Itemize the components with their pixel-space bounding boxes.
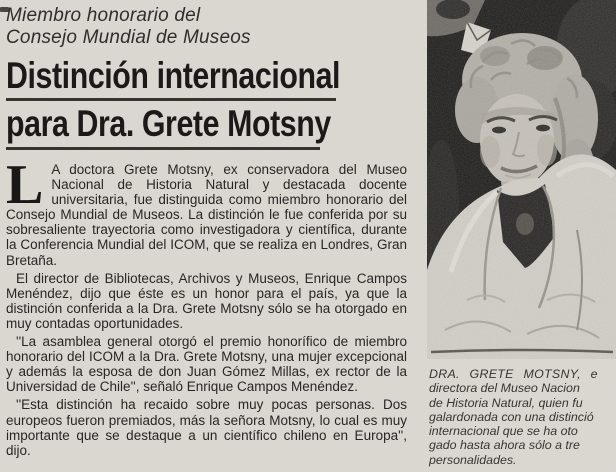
- drop-cap: L: [6, 154, 44, 216]
- headline-line-2: para Dra. Grete Motsny: [6, 103, 331, 144]
- caption-line: personalidades.: [429, 452, 517, 467]
- headline-rule-1: [6, 98, 336, 101]
- caption-line: galardonada con una distinció: [429, 409, 594, 424]
- paragraph-4: ''Esta distinción ha recaido sobre muy pocas personas. Dos europeos fueron premiados, más la señora Motsny, lo cual es muy importante que se destaque a un científico chileno en Europa'', dijo.: [6, 397, 407, 458]
- headline: [6, 56, 407, 150]
- caption-line: de Historia Natural, quien fu: [429, 395, 583, 410]
- headline-rule-2: [6, 147, 320, 150]
- photo-grain: [427, 0, 616, 359]
- caption-line: gado hasta ahora sólo a tre: [429, 438, 580, 453]
- paragraph-3: ''La asamblea general otorgó el premio honorífico de miembro honorario del ICOM a la Dra. Grete Motsny, una mujer excepcional y además la esposa de don Juan Gómez Millas, ex rector de la Universidad de Chile'', señaló Enrique Campos Menéndez.: [6, 334, 407, 395]
- caption-line: directora del Museo Nacion: [429, 381, 580, 396]
- caption-line: DRA. GRETE MOTSNY, e: [429, 367, 598, 381]
- paragraph-2: El director de Bibliotecas, Archivos y Museos, Enrique Campos Menéndez, dijo que éste es un honor para el país, ya que la distinción conferida a la Dra. Grete Motsny sólo se ha otorgado en muy contadas oportunidades.: [6, 270, 407, 331]
- paragraph-1-text: A doctora Grete Motsny, ex conservadora del Museo Nacional de Historia Natural y destacada docente universitaria, fue distinguida como miembro honorario del Consejo Mundial de Museos. La distinción le fue conferida por su sobresaliente trayectoria como investigadora y científica, durante la Conferencia Mundial del ICOM, que se realiza en Londres, Gran Bretaña.: [6, 162, 407, 268]
- paragraph-1: [6, 154, 407, 268]
- headline-line-1: Distinción internacional: [6, 55, 341, 96]
- kicker: [6, 5, 407, 49]
- article-body: [6, 154, 407, 458]
- kicker-line-1: Miembro honorario del: [6, 5, 201, 26]
- portrait-photo: [427, 0, 616, 359]
- caption-line: internacional que se ha oto: [429, 424, 578, 439]
- photo-caption: [429, 367, 615, 467]
- kicker-line-2: Consejo Mundial de Museos: [6, 27, 251, 48]
- article-column: [6, 5, 407, 458]
